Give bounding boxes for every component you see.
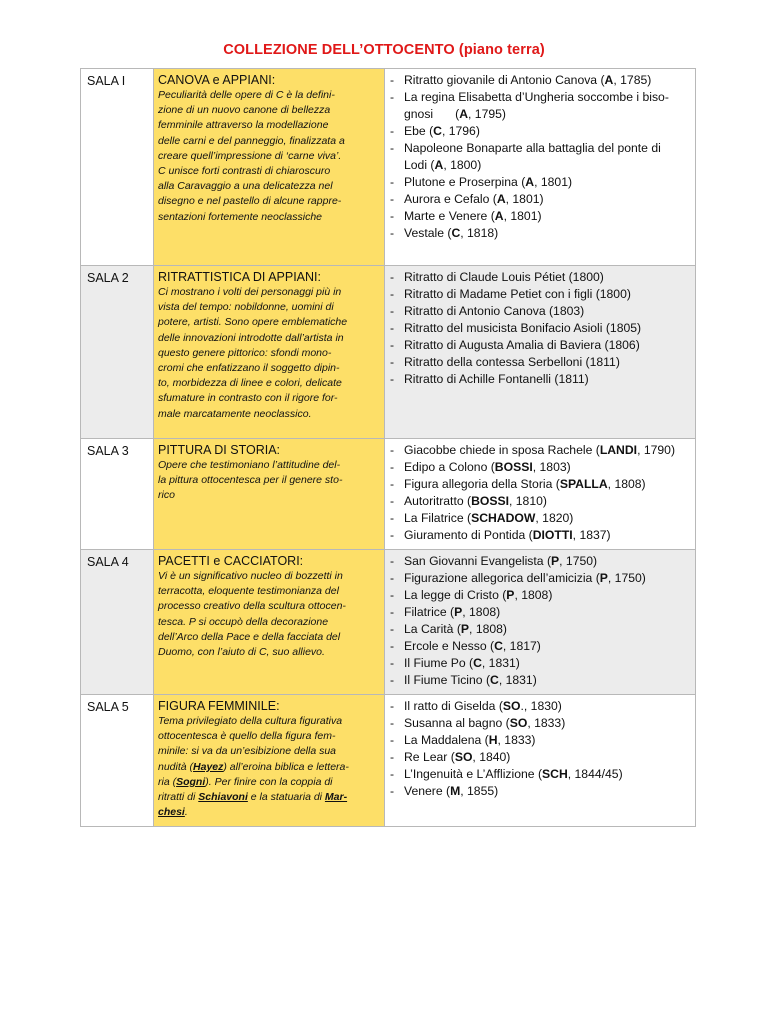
works-list: [389, 442, 689, 544]
list-item: - Ebe (C, 1796): [389, 123, 689, 140]
list-item: - Ercole e Nesso (C, 1817): [389, 638, 689, 655]
room-heading: RITRATTISTICA DI APPIANI:: [158, 270, 321, 284]
table-row: [81, 69, 696, 266]
list-item: - Plutone e Proserpina (A, 1801): [389, 174, 689, 191]
sala-label: SALA 4: [81, 550, 154, 695]
list-item: - Aurora e Cefalo (A, 1801): [389, 191, 689, 208]
list-item: - L’Ingenuità e L’Afflizione (SCH, 1844/45): [389, 766, 689, 783]
list-item: - La regina Elisabetta d’Ungheria soccombe i biso- gnosi (A, 1795): [389, 89, 689, 123]
room-heading: FIGURA FEMMINILE:: [158, 699, 280, 713]
link-marchesi: Mar-: [324, 791, 348, 804]
title-main: COLLEZIONE DELL’OTTOCENTO: [223, 42, 455, 58]
list-item: - Giuramento di Pontida (DIOTTI, 1837): [389, 527, 689, 544]
room-text: Ci mostrano i volti dei personaggi più in vista del tempo: nobildonne, uomini di potere, artisti. Sono opere emblematiche delle innovazioni introdotte dall’artista in questo genere pittorico: sfondi mono- cromi che enfatizzano il soggetto dipin- to, morbidezza di linee e colori, delicate sfumature in contrasto con il rigore for- male marcatamente neoclassico.: [158, 286, 348, 420]
works-list: [389, 269, 689, 388]
page-title: [0, 42, 768, 58]
works-list: [389, 553, 689, 689]
list-item: - Ritratto giovanile di Antonio Canova (A, 1785): [389, 72, 689, 89]
works-list: [389, 72, 689, 242]
list-item: - Giacobbe chiede in sposa Rachele (LANDI, 1790): [389, 442, 689, 459]
room-text: Tema privilegiato della cultura figurativa ottocentesca è quello della figura fem- minile: si va da un’esibizione della sua nudità (Hayez) all’eroina biblica e lettera- ria (Sogni). Per finire con la coppia di ritratti di Schiavoni e la statuaria di Mar- chesi.: [158, 715, 349, 819]
room-heading: PITTURA DI STORIA:: [158, 443, 281, 457]
list-item: - Ritratto di Augusta Amalia di Baviera (1806): [389, 337, 689, 354]
list-item: - Il Fiume Ticino (C, 1831): [389, 672, 689, 689]
room-heading: CANOVA e APPIANI:: [158, 73, 276, 87]
works-cell: [385, 69, 696, 266]
list-item: - San Giovanni Evangelista (P, 1750): [389, 553, 689, 570]
room-description: [154, 439, 385, 550]
sala-label: SALA 2: [81, 266, 154, 439]
link-sogni: Sogni: [176, 775, 206, 788]
sala-label: SALA 3: [81, 439, 154, 550]
list-item: - Filatrice (P, 1808): [389, 604, 689, 621]
list-item: - Marte e Venere (A, 1801): [389, 208, 689, 225]
room-text: Opere che testimoniano l’attitudine del- la pittura ottocentesca per il genere sto- rico: [158, 459, 343, 502]
works-cell: [385, 695, 696, 827]
works-cell: [385, 439, 696, 550]
list-item: - La legge di Cristo (P, 1808): [389, 587, 689, 604]
list-item: - La Filatrice (SCHADOW, 1820): [389, 510, 689, 527]
title-sub: (piano terra): [458, 42, 545, 58]
room-text: Vi è un significativo nucleo di bozzetti in terracotta, eloquente testimonianza del processo creativo della scultura ottocen- tesca. P si occupò della decorazione dell’Arco della Pace e della facciata del Duomo, con l’aiuto di C, suo allievo.: [158, 570, 346, 659]
list-item: - Venere (M, 1855): [389, 783, 689, 800]
room-description: [154, 69, 385, 266]
list-item: - Napoleone Bonaparte alla battaglia del ponte di Lodi (A, 1800): [389, 140, 689, 174]
room-description: [154, 266, 385, 439]
link-hayez: Hayez: [193, 760, 224, 773]
list-item: - La Carità (P, 1808): [389, 621, 689, 638]
room-text: Peculiarità delle opere di C è la defini- zione di un nuovo canone di bellezza femminile attraverso la modellazione delle carni e del panneggio, finalizzata a creare quell’impressione di ‘carne viva’. C unisce forti contrasti di chiaroscuro alla Caravaggio a una delicatezza nel disegno e nel pastello di alcune rappre- sentazioni fortemente neoclassiche: [158, 89, 345, 223]
table-row: [81, 266, 696, 439]
list-item: - Figura allegoria della Storia (SPALLA, 1808): [389, 476, 689, 493]
works-cell: [385, 550, 696, 695]
room-description: [154, 550, 385, 695]
works-cell: [385, 266, 696, 439]
link-schiavoni: Schiavoni: [198, 791, 248, 804]
list-item: - Figurazione allegorica dell’amicizia (P, 1750): [389, 570, 689, 587]
collection-table: [80, 68, 696, 827]
list-item: - Il ratto di Giselda (SO., 1830): [389, 698, 689, 715]
table-row: [81, 550, 696, 695]
sala-label: SALA 5: [81, 695, 154, 827]
list-item: - Re Lear (SO, 1840): [389, 749, 689, 766]
list-item: - Autoritratto (BOSSI, 1810): [389, 493, 689, 510]
list-item: - Susanna al bagno (SO, 1833): [389, 715, 689, 732]
list-item: - Ritratto della contessa Serbelloni (1811): [389, 354, 689, 371]
table-row: [81, 439, 696, 550]
table-row: [81, 695, 696, 827]
room-heading: PACETTI e CACCIATORI:: [158, 554, 304, 568]
list-item: - Ritratto del musicista Bonifacio Asioli (1805): [389, 320, 689, 337]
list-item: - La Maddalena (H, 1833): [389, 732, 689, 749]
list-item: - Vestale (C, 1818): [389, 225, 689, 242]
works-list: [389, 698, 689, 800]
list-item: - Ritratto di Antonio Canova (1803): [389, 303, 689, 320]
list-item: - Il Fiume Po (C, 1831): [389, 655, 689, 672]
list-item: - Ritratto di Madame Petiet con i figli (1800): [389, 286, 689, 303]
list-item: - Edipo a Colono (BOSSI, 1803): [389, 459, 689, 476]
sala-label: SALA I: [81, 69, 154, 266]
list-item: - Ritratto di Claude Louis Pétiet (1800): [389, 269, 689, 286]
list-item: - Ritratto di Achille Fontanelli (1811): [389, 371, 689, 388]
room-description: [154, 695, 385, 827]
